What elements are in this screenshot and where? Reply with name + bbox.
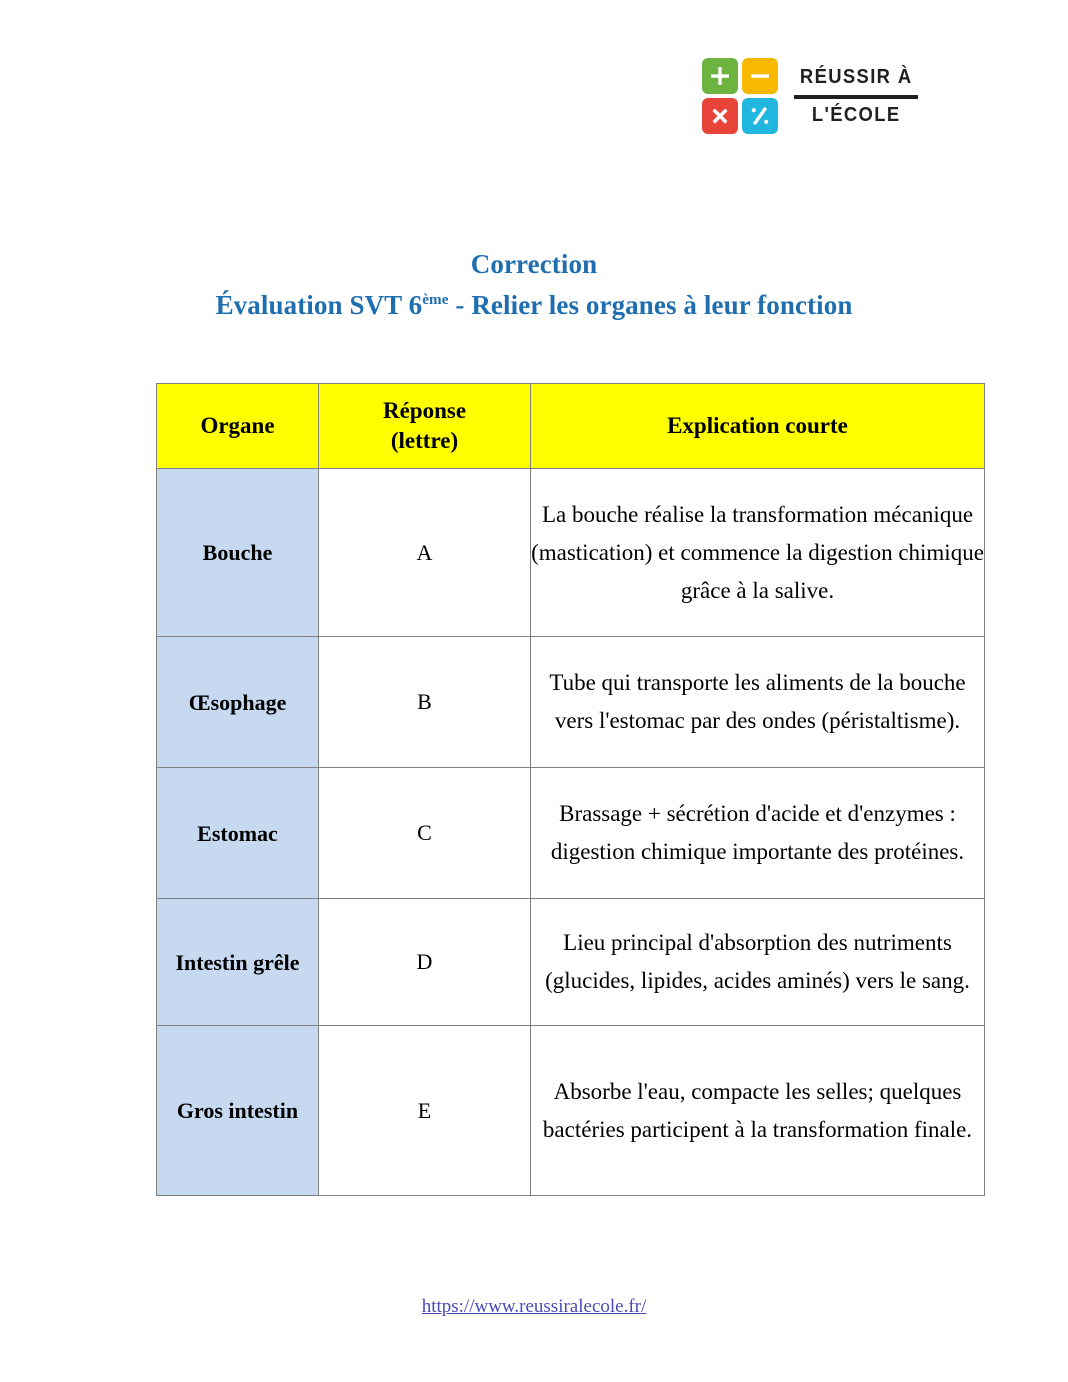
header-letter: [319, 384, 531, 469]
footer-website-link[interactable]: https://www.reussiralecole.fr/: [421, 1296, 647, 1317]
logo-line-1: RÉUSSIR À: [799, 65, 913, 88]
table-row: [157, 637, 985, 768]
cell-letter: B: [319, 637, 531, 768]
table-row: [157, 768, 985, 899]
multiply-icon: [702, 98, 738, 134]
cell-letter: E: [319, 1026, 531, 1196]
document-titles: [0, 244, 1068, 326]
table-row: [157, 469, 985, 637]
logo-divider: [794, 95, 918, 99]
cell-letter: C: [319, 768, 531, 899]
cell-organ: Intestin grêle: [157, 899, 319, 1026]
table-header-row: [157, 384, 985, 469]
cell-explanation: La bouche réalise la transformation mécanique (mastication) et commence la digestion chimique grâce à la salive.: [531, 469, 985, 637]
header-letter-line-1: Réponse: [382, 398, 467, 423]
header-organ: Organe: [157, 384, 319, 469]
header-letter-line-2: (lettre): [390, 428, 459, 453]
subtitle-text-before: Évaluation SVT 6: [215, 290, 423, 320]
plus-icon: [702, 58, 738, 94]
cell-letter: A: [319, 469, 531, 637]
table-body: [157, 469, 985, 1196]
cell-organ: Estomac: [157, 768, 319, 899]
minus-icon: [742, 58, 778, 94]
logo-wordmark: [794, 66, 918, 127]
cell-explanation: Absorbe l'eau, compacte les selles; quelques bactéries participent à la transformation finale.: [531, 1026, 985, 1196]
answers-table: [156, 383, 985, 1196]
divide-icon: [742, 98, 778, 134]
cell-explanation: Lieu principal d'absorption des nutriments (glucides, lipides, acides aminés) vers le sang.: [531, 899, 985, 1026]
cell-explanation: Brassage + sécrétion d'acide et d'enzymes : digestion chimique importante des protéines.: [531, 768, 985, 899]
subtitle-text-after: - Relier les organes à leur fonction: [448, 290, 853, 320]
logo-icon-grid: [702, 58, 778, 134]
cell-letter: D: [319, 899, 531, 1026]
cell-organ: Œsophage: [157, 637, 319, 768]
cell-organ: Gros intestin: [157, 1026, 319, 1196]
site-logo: [702, 58, 918, 134]
table-row: [157, 899, 985, 1026]
table-row: [157, 1026, 985, 1196]
page-subtitle: [0, 284, 1068, 326]
page-title: Correction: [470, 249, 598, 279]
cell-explanation: Tube qui transporte les aliments de la bouche vers l'estomac par des ondes (péristaltisme).: [531, 637, 985, 768]
subtitle-superscript: ème: [422, 292, 449, 308]
header-explanation: Explication courte: [531, 384, 985, 469]
logo-line-2: L'ÉCOLE: [811, 103, 901, 126]
cell-organ: Bouche: [157, 469, 319, 637]
